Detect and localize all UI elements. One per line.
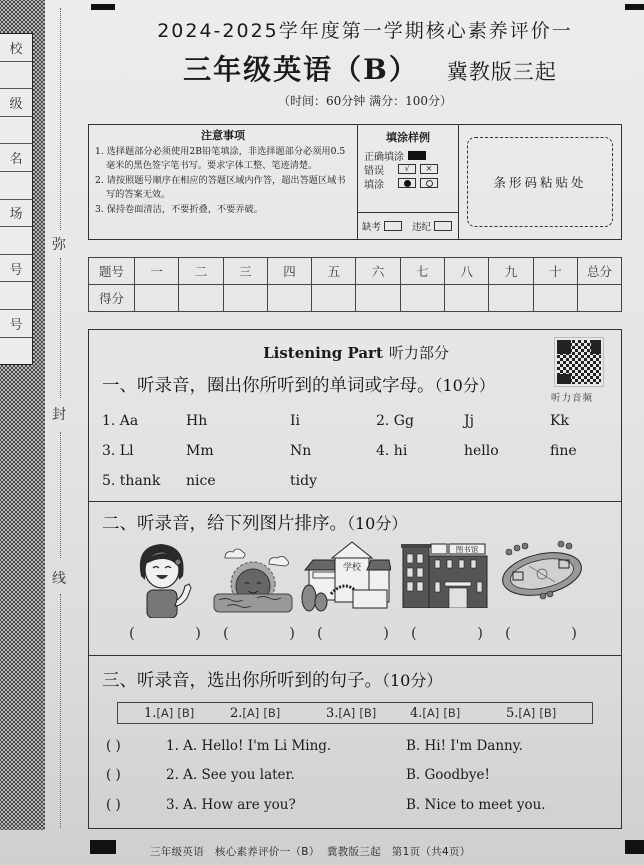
question-2-text: 二、听录音，给下列图片排序。: [102, 514, 347, 534]
seal-dotted-line: [60, 432, 61, 558]
bubble-a[interactable]: [A]: [338, 705, 356, 720]
exam-time-score: （时间：60分钟 满分：100分）: [278, 94, 452, 108]
sports-field-icon: [499, 538, 585, 606]
question-1-heading: [102, 372, 495, 397]
notice-item: 1. 选择题部分必须使用2B铅笔填涂，非选择题部分必须用0.5毫米的黑色签字笔书写。要求字体工整、笔迹清楚。: [95, 145, 346, 171]
exam-subject-title: [130, 48, 610, 88]
page-footer: 三年级英语 核心素养评价一（B） 冀教版三起 第1页（共4页）: [150, 846, 471, 858]
question-1-word-grid: [102, 406, 602, 496]
word-option[interactable]: 1. Aa: [102, 413, 139, 429]
sentence-item: [106, 734, 616, 758]
absent-checkbox[interactable]: [384, 221, 402, 231]
word-option[interactable]: nice: [186, 473, 216, 489]
score-col-header: 三: [223, 258, 267, 285]
school-caption: 学校: [342, 563, 362, 573]
word-row: [102, 436, 602, 466]
score-col-header: 一: [135, 258, 179, 285]
bubble-b[interactable]: [B]: [443, 705, 461, 720]
violation-label: 违纪: [412, 222, 432, 233]
absence-marks: [358, 213, 458, 239]
exam-series-title: 2024-2025学年度第一学期核心素养评价一: [157, 20, 573, 42]
order-answer-blank[interactable]: ( ): [505, 624, 577, 642]
info-field-exam-number[interactable]: [0, 338, 32, 366]
score-cell[interactable]: [312, 285, 356, 312]
info-field-exam-room[interactable]: [0, 227, 32, 255]
seal-dotted-line: [60, 258, 61, 398]
answer-item-1: 1.[A] [B]: [144, 705, 195, 721]
alignment-mark: [625, 4, 644, 10]
answer-item-5: 5.[A] [B]: [506, 705, 557, 721]
seal-dotted-line: [60, 8, 61, 230]
word-option[interactable]: Jj: [464, 413, 474, 429]
girl-waving-icon: [131, 540, 193, 618]
correct-fill-label: 正确填涂: [364, 151, 404, 163]
seal-char-feng: 封: [52, 407, 66, 423]
question-3-answer-sheet: [117, 702, 593, 724]
info-label-class: 级: [0, 89, 32, 117]
option-b: B. Hi! I'm Danny.: [406, 738, 523, 754]
seal-char-mi: 弥: [52, 237, 66, 253]
library-caption: 图书馆: [455, 545, 479, 554]
score-table: [88, 257, 622, 312]
section-divider: [89, 655, 621, 656]
section-divider: [89, 501, 621, 502]
listening-title-cn: 听力部分: [388, 344, 449, 362]
score-cell[interactable]: [533, 285, 577, 312]
bubble-a[interactable]: [A]: [518, 705, 536, 720]
question-1-score: （10分）: [434, 376, 495, 395]
sentence-item: [106, 763, 616, 787]
option-b: B. Nice to meet you.: [406, 797, 546, 813]
order-answer-blank[interactable]: ( ): [129, 624, 201, 642]
bubble-a[interactable]: [A]: [156, 705, 174, 720]
info-label-seat-number: 号: [0, 255, 32, 283]
word-option[interactable]: Kk: [550, 413, 569, 429]
correct-fill-row: [364, 148, 452, 162]
alignment-mark: [625, 840, 644, 854]
word-option[interactable]: tidy: [290, 473, 317, 489]
answer-item-2: 2.[A] [B]: [230, 705, 281, 721]
alignment-mark: [90, 840, 116, 854]
score-cell[interactable]: [356, 285, 400, 312]
answer-item-4: 4.[A] [B]: [410, 705, 461, 721]
order-answer-blank[interactable]: ( ): [223, 624, 295, 642]
notice-item: 2. 请按照题号顺序在相应的答题区域内作答，超出答题区域书写的答案无效。: [95, 174, 346, 200]
library-icon: [401, 542, 489, 608]
score-col-header: 五: [312, 258, 356, 285]
question-3-text: 三、听录音，选出你所听到的句子。: [102, 671, 382, 691]
score-col-header: 八: [445, 258, 489, 285]
barcode-label: 条形码粘贴处: [493, 175, 587, 190]
wrong-fill-row-2: [364, 176, 452, 190]
answer-item-3: 3.[A] [B]: [326, 705, 377, 721]
fill-label: 填涂: [364, 179, 384, 191]
answer-blank[interactable]: ( ): [106, 738, 121, 754]
notice-section: [89, 125, 358, 239]
word-option[interactable]: fine: [550, 443, 577, 459]
bubble-a[interactable]: [A]: [242, 705, 260, 720]
check-mark-icon: √: [398, 164, 416, 174]
listening-title-en: Listening Part: [263, 344, 383, 362]
score-cell[interactable]: [489, 285, 533, 312]
cross-mark-icon: ×: [420, 164, 438, 174]
word-row: [102, 466, 602, 496]
notice-panel: [88, 124, 622, 240]
word-option[interactable]: 3. Ll: [102, 443, 134, 459]
score-col-header: 四: [267, 258, 311, 285]
bubble-b[interactable]: [B]: [177, 705, 195, 720]
wrong-fill-row: [364, 162, 452, 176]
info-field-school[interactable]: [0, 62, 32, 90]
seal-char-xian: 线: [52, 571, 66, 587]
seal-dotted-line: [60, 594, 61, 828]
word-row: [102, 406, 602, 436]
bubble-b[interactable]: [B]: [539, 705, 557, 720]
qr-code-icon[interactable]: [555, 338, 603, 386]
order-answer-blank[interactable]: ( ): [317, 624, 389, 642]
option-a: 3. A. How are you?: [166, 797, 296, 813]
violation-checkbox[interactable]: [434, 221, 452, 231]
school-icon: [301, 540, 391, 616]
score-cell[interactable]: [135, 285, 179, 312]
bubble-b[interactable]: [B]: [263, 705, 281, 720]
order-answer-blank[interactable]: ( ): [411, 624, 483, 642]
info-field-name[interactable]: [0, 172, 32, 200]
score-col-header: 七: [400, 258, 444, 285]
notice-item: 3. 保持卷面清洁，不要折叠，不要弄破。: [95, 203, 263, 215]
word-option[interactable]: 5. thank: [102, 473, 161, 489]
question-2-score: （10分）: [347, 514, 408, 533]
word-option[interactable]: Ii: [290, 413, 301, 429]
sunrise-sea-icon: [213, 546, 293, 614]
option-b: B. Goodbye!: [406, 767, 490, 783]
info-label-school: 校: [0, 34, 32, 62]
ring-fill-icon: [420, 178, 438, 188]
score-col-header-total: 总分: [578, 258, 622, 285]
word-option[interactable]: Hh: [186, 413, 208, 429]
fill-sample-section: [358, 125, 459, 239]
listening-section: [88, 329, 622, 829]
word-option[interactable]: 4. hi: [376, 443, 408, 459]
score-cell[interactable]: [400, 285, 444, 312]
score-cell-total[interactable]: [578, 285, 622, 312]
sentence-item: [106, 793, 616, 817]
score-col-header: 二: [179, 258, 223, 285]
score-row-label: 得分: [89, 285, 135, 312]
answer-blank[interactable]: ( ): [106, 767, 121, 783]
qr-audio-label: 听力音频: [551, 393, 594, 404]
student-info-table: [0, 33, 33, 365]
score-table-score-row: [89, 285, 622, 312]
score-col-header: 六: [356, 258, 400, 285]
score-cell[interactable]: [179, 285, 223, 312]
dot-fill-icon: [398, 178, 416, 188]
score-col-header: 十: [533, 258, 577, 285]
alignment-mark: [91, 4, 115, 10]
info-label-exam-number: 号: [0, 310, 32, 338]
absent-label: 缺考: [362, 222, 382, 233]
wrong-label: 错误: [364, 165, 384, 177]
barcode-paste-area: [467, 137, 613, 227]
option-a: 2. A. See you later.: [166, 767, 295, 783]
score-cell[interactable]: [223, 285, 267, 312]
answer-blank[interactable]: ( ): [106, 797, 121, 813]
word-option[interactable]: hello: [464, 443, 499, 459]
score-cell[interactable]: [267, 285, 311, 312]
word-option[interactable]: Mm: [186, 443, 214, 459]
word-option[interactable]: 2. Gg: [376, 413, 414, 429]
info-field-class[interactable]: [0, 117, 32, 145]
question-2-heading: [102, 510, 407, 535]
fill-sample-heading: 填涂样例: [386, 131, 430, 144]
word-option[interactable]: Nn: [290, 443, 312, 459]
option-a: 1. A. Hello! I'm Li Ming.: [166, 738, 332, 754]
score-header-label: 题号: [89, 258, 135, 285]
score-table-header-row: [89, 258, 622, 285]
info-field-seat-number[interactable]: [0, 282, 32, 310]
listening-part-title: [89, 342, 623, 363]
filled-bubble-icon: [408, 151, 426, 160]
textbook-edition: 冀教版三起: [446, 60, 557, 84]
bubble-b[interactable]: [B]: [359, 705, 377, 720]
score-col-header: 九: [489, 258, 533, 285]
question-3-score: （10分）: [382, 671, 443, 690]
info-label-name: 名: [0, 144, 32, 172]
score-cell[interactable]: [445, 285, 489, 312]
notice-heading: 注意事项: [201, 129, 245, 142]
bubble-a[interactable]: [A]: [422, 705, 440, 720]
barcode-section: [459, 125, 621, 239]
question-1-text: 一、听录音，圈出你所听到的单词或字母。: [102, 376, 435, 396]
question-3-heading: [102, 667, 442, 692]
info-label-exam-room: 场: [0, 200, 32, 228]
subject-name: 三年级英语（B）: [183, 53, 419, 86]
